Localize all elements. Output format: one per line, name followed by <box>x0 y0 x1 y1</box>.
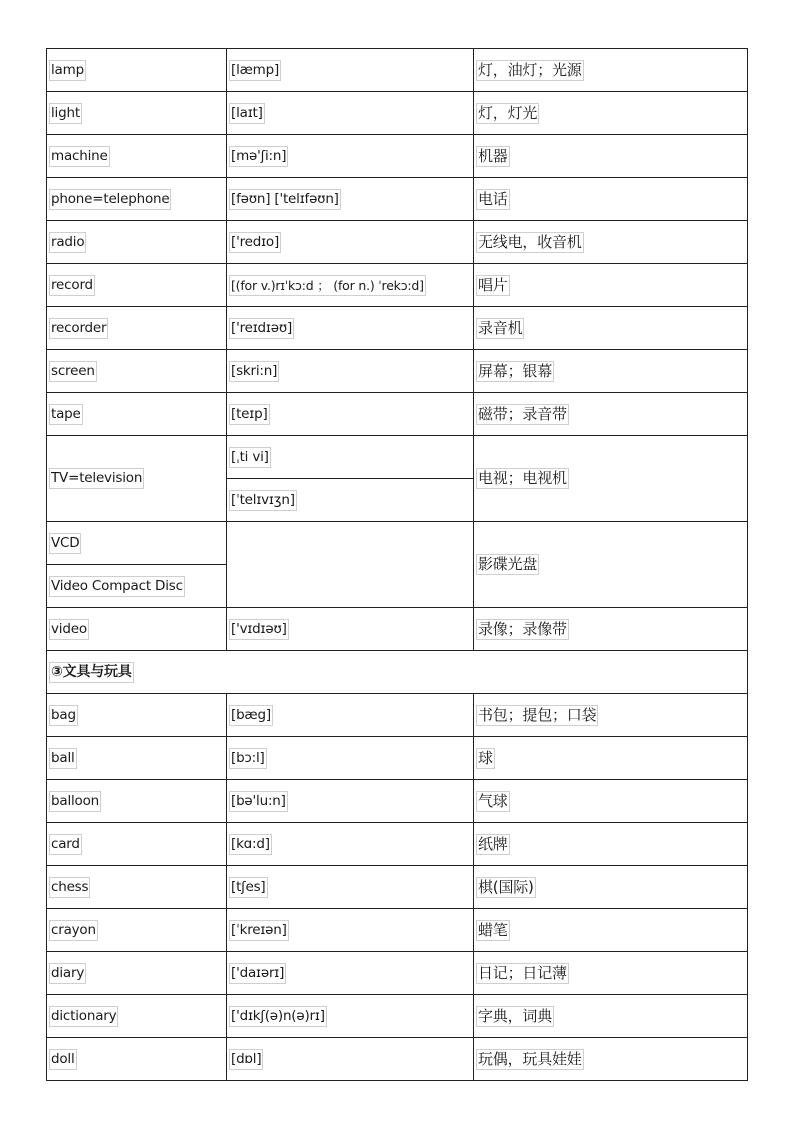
meaning-cell <box>474 178 748 221</box>
phonetic-text: [bə'lu:n] <box>229 791 288 812</box>
table-row <box>47 178 748 221</box>
phonetic-text: [(for v.)rɪˈkɔ:d ； (for n.) ˈrekɔ:d] <box>229 275 426 296</box>
phonetic-cell <box>227 49 474 92</box>
meaning-cell <box>474 694 748 737</box>
phonetic-text: [tʃes] <box>229 877 268 898</box>
table-row <box>47 952 748 995</box>
word-cell <box>47 737 227 780</box>
meaning-text: 电话 <box>478 189 508 208</box>
word-text: TV=television <box>49 468 144 489</box>
phonetic-cell <box>227 823 474 866</box>
phonetic-text: [mə'ʃi:n] <box>229 146 288 167</box>
word-text: screen <box>49 361 97 382</box>
table-row <box>47 780 748 823</box>
phonetic-text: ['reɪdɪəʊ] <box>229 318 294 339</box>
meaning-cell <box>474 92 748 135</box>
table-row <box>47 909 748 952</box>
word-cell <box>47 92 227 135</box>
word-cell <box>47 264 227 307</box>
phonetic-text: [bæg] <box>229 705 273 726</box>
word-cell <box>47 178 227 221</box>
meaning-cell <box>474 995 748 1038</box>
phonetic-text: [ˌti vi] <box>229 447 271 468</box>
meaning-text: 日记；日记薄 <box>478 963 567 982</box>
word-cell <box>47 393 227 436</box>
word-cell <box>47 350 227 393</box>
table-row <box>47 995 748 1038</box>
word-text: record <box>49 275 95 296</box>
meaning-cell <box>474 436 748 522</box>
phonetic-cell <box>227 135 474 178</box>
word-cell <box>47 49 227 92</box>
meaning-cell <box>474 350 748 393</box>
vocabulary-table-body <box>47 49 748 1081</box>
meaning-text: 纸牌 <box>478 834 508 853</box>
meaning-text: 电视；电视机 <box>478 469 567 487</box>
word-text: tape <box>49 404 83 425</box>
meaning-text: 灯，灯光 <box>478 103 538 122</box>
word-cell <box>47 995 227 1038</box>
word-text: crayon <box>49 920 98 941</box>
word-text: VCD <box>49 533 81 554</box>
section-header-row <box>47 651 748 694</box>
meaning-text: 玩偶，玩具娃娃 <box>478 1049 582 1068</box>
meaning-text: 球 <box>478 748 493 767</box>
word-text: machine <box>49 146 110 167</box>
phonetic-text: [kɑ:d] <box>229 834 272 855</box>
phonetic-text: [laɪt] <box>229 103 265 124</box>
word-text: diary <box>49 963 86 984</box>
word-cell <box>47 909 227 952</box>
word-text: phone=telephone <box>49 189 171 210</box>
meaning-cell <box>474 221 748 264</box>
phonetic-cell <box>227 221 474 264</box>
phonetic-cell <box>227 264 474 307</box>
meaning-cell <box>474 393 748 436</box>
phonetic-cell <box>227 1038 474 1081</box>
table-row <box>47 694 748 737</box>
table-row-tv <box>47 436 748 479</box>
phonetic-cell <box>227 393 474 436</box>
phonetic-cell <box>227 178 474 221</box>
phonetic-cell <box>227 952 474 995</box>
word-text: video <box>49 619 89 640</box>
phonetic-cell <box>227 350 474 393</box>
word-cell <box>47 608 227 651</box>
meaning-cell <box>474 264 748 307</box>
table-row <box>47 135 748 178</box>
word-text: light <box>49 103 82 124</box>
word-text: card <box>49 834 82 855</box>
section-header-cell <box>47 651 748 694</box>
phonetic-cell <box>227 780 474 823</box>
phonetic-text: [ˈkreɪən] <box>229 920 289 941</box>
meaning-text: 影碟光盘 <box>478 555 538 573</box>
word-cell <box>47 694 227 737</box>
phonetic-cell <box>227 479 474 522</box>
meaning-text: 唱片 <box>478 275 508 294</box>
meaning-text: 棋(国际) <box>478 877 534 896</box>
table-row <box>47 92 748 135</box>
table-row <box>47 1038 748 1081</box>
table-row <box>47 866 748 909</box>
meaning-text: 屏幕；银幕 <box>478 361 553 380</box>
word-text: chess <box>49 877 90 898</box>
phonetic-text: [dɒl] <box>229 1049 263 1070</box>
word-cell <box>47 823 227 866</box>
meaning-cell <box>474 307 748 350</box>
meaning-cell <box>474 49 748 92</box>
table-row <box>47 350 748 393</box>
phonetic-cell <box>227 909 474 952</box>
vocabulary-table <box>46 48 748 1081</box>
word-text: radio <box>49 232 86 253</box>
meaning-cell <box>474 1038 748 1081</box>
meaning-cell <box>474 135 748 178</box>
word-text: recorder <box>49 318 108 339</box>
phonetic-cell <box>227 694 474 737</box>
phonetic-cell <box>227 995 474 1038</box>
word-text: dictionary <box>49 1006 118 1027</box>
meaning-text: 无线电，收音机 <box>478 232 582 251</box>
word-text: Video Compact Disc <box>49 576 185 597</box>
phonetic-text: [fəʊn] ['telɪfəʊn] <box>229 189 341 210</box>
phonetic-text: [teɪp] <box>229 404 270 425</box>
table-row <box>47 221 748 264</box>
phonetic-text: ['daɪərɪ] <box>229 963 286 984</box>
phonetic-text: [læmp] <box>229 60 281 81</box>
phonetic-cell <box>227 436 474 479</box>
meaning-cell <box>474 737 748 780</box>
word-cell <box>47 1038 227 1081</box>
word-text: doll <box>49 1049 77 1070</box>
meaning-cell <box>474 909 748 952</box>
meaning-cell <box>474 780 748 823</box>
word-cell <box>47 565 227 608</box>
phonetic-cell <box>227 307 474 350</box>
word-cell <box>47 780 227 823</box>
meaning-text: 字典，词典 <box>478 1006 553 1025</box>
word-cell <box>47 522 227 565</box>
meaning-text: 磁带；录音带 <box>478 404 567 423</box>
table-row <box>47 737 748 780</box>
word-text: lamp <box>49 60 86 81</box>
phonetic-text: ['vɪdɪəʊ] <box>229 619 289 640</box>
meaning-cell <box>474 522 748 608</box>
phonetic-text: [ˈtelɪvɪʒn] <box>229 490 297 511</box>
meaning-cell <box>474 608 748 651</box>
table-row <box>47 307 748 350</box>
table-row-vcd <box>47 522 748 565</box>
meaning-text: 录音机 <box>478 318 523 337</box>
meaning-cell <box>474 823 748 866</box>
word-cell <box>47 952 227 995</box>
phonetic-text: [bɔ:l] <box>229 748 267 769</box>
meaning-cell <box>474 952 748 995</box>
phonetic-text: ['redɪo] <box>229 232 281 253</box>
table-row <box>47 49 748 92</box>
table-row <box>47 264 748 307</box>
phonetic-text: ['dɪkʃ(ə)n(ə)rɪ] <box>229 1006 327 1027</box>
meaning-text: 书包；提包；口袋 <box>478 705 597 724</box>
word-text: balloon <box>49 791 101 812</box>
phonetic-cell <box>227 608 474 651</box>
table-row <box>47 823 748 866</box>
word-cell <box>47 307 227 350</box>
word-text: ball <box>49 748 77 769</box>
meaning-text: 录像；录像带 <box>478 619 567 638</box>
word-cell <box>47 436 227 522</box>
word-text: bag <box>49 705 78 726</box>
meaning-text: 机器 <box>478 146 508 165</box>
phonetic-cell <box>227 92 474 135</box>
word-cell <box>47 866 227 909</box>
phonetic-cell <box>227 522 474 608</box>
meaning-text: 气球 <box>478 791 508 810</box>
meaning-text: 灯，油灯；光源 <box>478 60 582 79</box>
table-row <box>47 393 748 436</box>
table-row <box>47 608 748 651</box>
word-cell <box>47 221 227 264</box>
phonetic-cell <box>227 866 474 909</box>
word-cell <box>47 135 227 178</box>
meaning-text: 蜡笔 <box>478 920 508 939</box>
phonetic-text: [skri:n] <box>229 361 279 382</box>
phonetic-cell <box>227 737 474 780</box>
meaning-cell <box>474 866 748 909</box>
section-title: ③文具与玩具 <box>49 662 134 683</box>
